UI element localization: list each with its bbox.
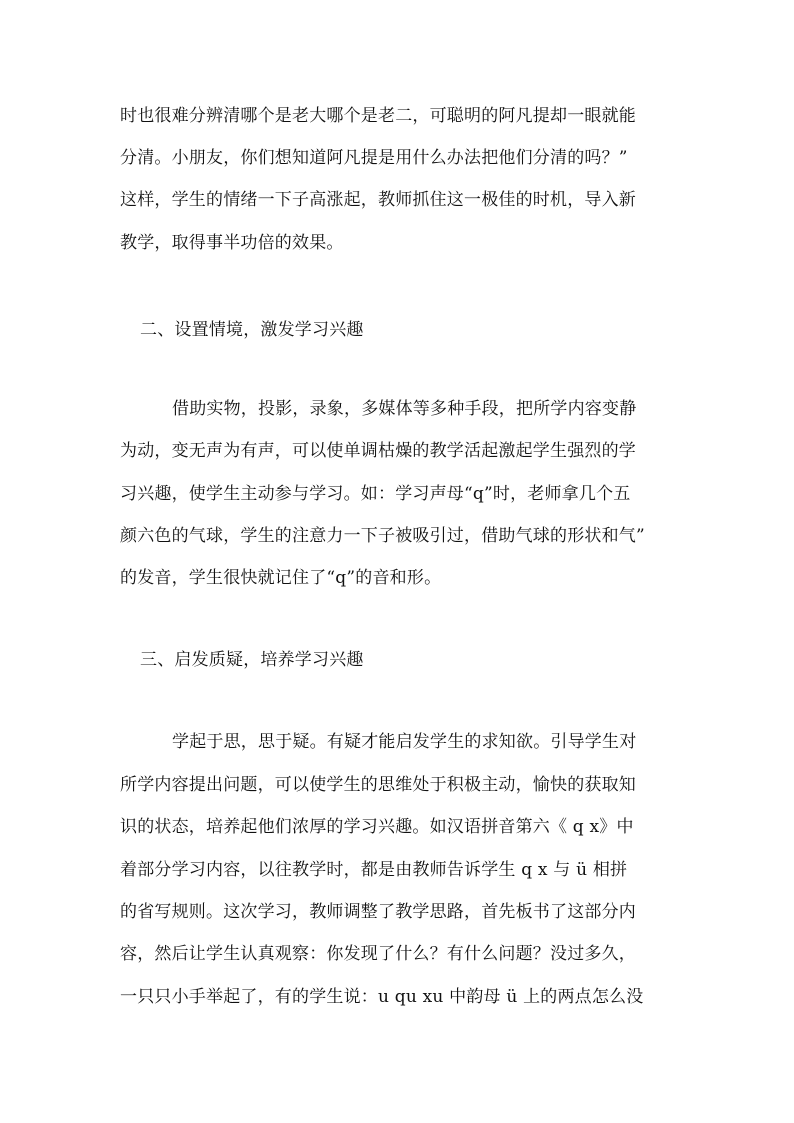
- paragraph-line: 容，然后让学生认真观察：你发现了什么？有什么问题？没过多久，: [120, 944, 636, 964]
- paragraph-line: 为动，变无声为有声，可以使单调枯燥的教学活起激起学生强烈的学: [120, 441, 636, 461]
- paragraph-line: 这样，学生的情绪一下子高涨起，教师抓住这一极佳的时机，导入新: [120, 190, 636, 210]
- paragraph-line: 颜六色的气球，学生的注意力一下子被吸引过，借助气球的形状和气”: [120, 526, 645, 546]
- paragraph-line: 的发音，学生很快就记住了“q”的音和形。: [120, 568, 442, 588]
- paragraph-line: 习兴趣，使学生主动参与学习。如：学习声母“q”时，老师拿几个五: [120, 484, 631, 504]
- paragraph-line: 借助实物，投影，录象，多媒体等多种手段，把所学内容变静: [172, 399, 637, 419]
- paragraph-line: 分清。小朋友，你们想知道阿凡提是用什么办法把他们分清的吗？”: [120, 148, 628, 168]
- paragraph-line: 学起于思，思于疑。有疑才能启发学生的求知欲。引导学生对: [172, 732, 637, 752]
- paragraph-line: 识的状态，培养起他们浓厚的学习兴趣。如汉语拼音第六《 q x》中: [120, 817, 634, 837]
- paragraph-line: 的省写规则。这次学习，教师调整了教学思路，首先板书了这部分内: [120, 902, 636, 922]
- paragraph-line: 教学，取得事半功倍的效果。: [120, 233, 344, 253]
- paragraph-line: 所学内容提出问题，可以使学生的思维处于积极主动，愉快的获取知: [120, 775, 636, 795]
- paragraph-line: 着部分学习内容，以往教学时，都是由教师告诉学生 q x 与 ü 相拼: [120, 860, 628, 880]
- section-heading: 二、设置情境，激发学习兴趣: [140, 320, 364, 340]
- paragraph-line: 一只只小手举起了，有的学生说：u qu xu 中韵母 ü 上的两点怎么没: [120, 987, 644, 1007]
- paragraph-line: 时也很难分辨清哪个是老大哪个是老二，可聪明的阿凡提却一眼就能: [120, 106, 636, 126]
- section-heading: 三、启发质疑，培养学习兴趣: [140, 650, 364, 670]
